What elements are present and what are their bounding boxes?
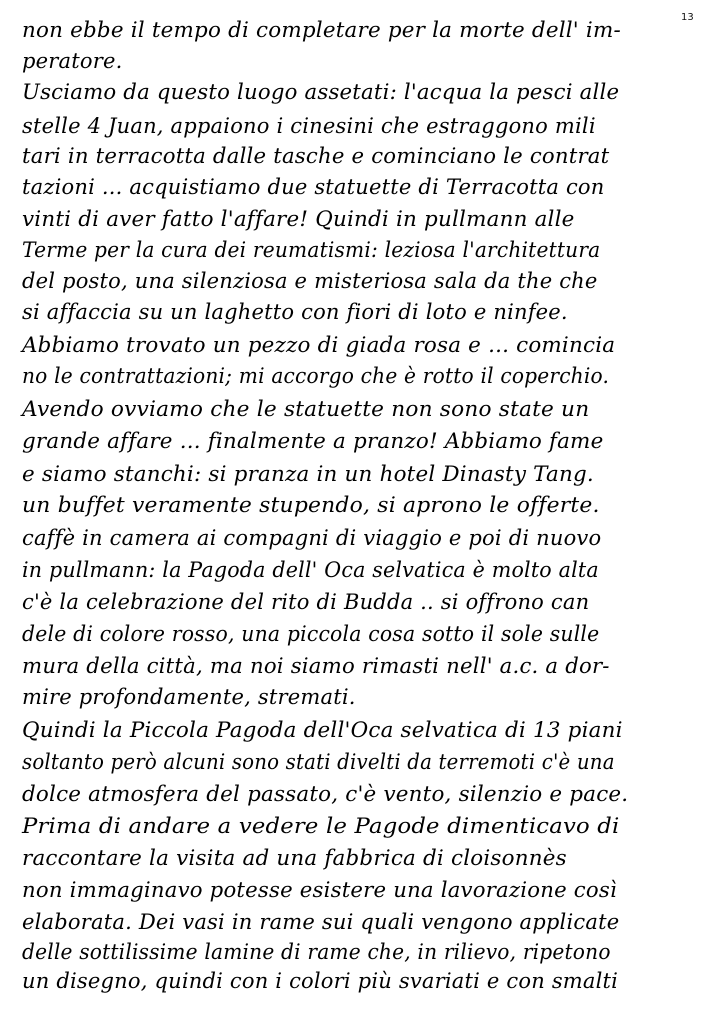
- text-line: dele di colore rosso, una piccola cosa sotto il sole sulle: [22, 622, 600, 646]
- text-line: in pullmann: la Pagoda dell' Oca selvatica è molto alta: [22, 558, 599, 582]
- text-line: grande affare ... finalmente a pranzo! Abbiamo fame: [22, 429, 604, 453]
- text-line: mire profondamente, stremati.: [22, 685, 356, 709]
- text-line: c'è la celebrazione del rito di Budda .. si offrono can: [22, 590, 590, 614]
- text-line: Avendo ovviamo che le statuette non sono state un: [22, 397, 590, 421]
- text-line: caffè in camera ai compagni di viaggio e poi di nuovo: [22, 526, 602, 550]
- text-line: tazioni ... acquistiamo due statuette di Terracotta con: [22, 175, 605, 199]
- text-line: raccontare la visita ad una fabbrica di cloisonnès: [22, 846, 567, 870]
- text-line: soltanto però alcuni sono stati divelti da terremoti c'è una: [22, 750, 615, 774]
- text-line: del posto, una silenziosa e misteriosa sala da the che: [22, 269, 598, 293]
- text-line: Abbiamo trovato un pezzo di giada rosa e ... comincia: [22, 333, 616, 357]
- text-line: Terme per la cura dei reumatismi: leziosa l'architettura: [22, 238, 601, 262]
- text-line: no le contrattazioni; mi accorgo che è rotto il coperchio.: [22, 364, 610, 388]
- text-line: e siamo stanchi: si pranza in un hotel Dinasty Tang.: [22, 462, 594, 486]
- text-line: stelle 4 Juan, appaiono i cinesini che estraggono mili: [22, 114, 596, 138]
- text-line: un disegno, quindi con i colori più svariati e con smalti: [22, 969, 619, 993]
- text-line: Usciamo da questo luogo assetati: l'acqua la pesci alle: [22, 80, 620, 104]
- text-line: non ebbe il tempo di completare per la morte dell' im-: [22, 18, 621, 42]
- text-line: dolce atmosfera del passato, c'è vento, silenzio e pace.: [22, 782, 629, 806]
- text-line: Quindi la Piccola Pagoda dell'Oca selvatica di 13 piani: [22, 718, 623, 742]
- text-line: vinti di aver fatto l'affare! Quindi in pullmann alle: [22, 207, 575, 231]
- text-line: elaborata. Dei vasi in rame sui quali vengono applicate: [22, 910, 620, 934]
- page-number: 13: [681, 12, 694, 23]
- text-line: tari in terracotta dalle tasche e cominciano le contrat: [22, 144, 610, 168]
- text-line: Prima di andare a vedere le Pagode dimenticavo di: [22, 814, 620, 838]
- text-line: mura della città, ma noi siamo rimasti nell' a.c. a dor-: [22, 654, 610, 678]
- text-line: un buffet veramente stupendo, si aprono le offerte.: [22, 493, 600, 517]
- text-line: peratore.: [22, 49, 123, 73]
- text-line: non immaginavo potesse esistere una lavorazione così: [22, 878, 617, 902]
- text-line: delle sottilissime lamine di rame che, in rilievo, ripetono: [22, 940, 611, 964]
- text-line: si affaccia su un laghetto con fiori di loto e ninfee.: [22, 300, 568, 324]
